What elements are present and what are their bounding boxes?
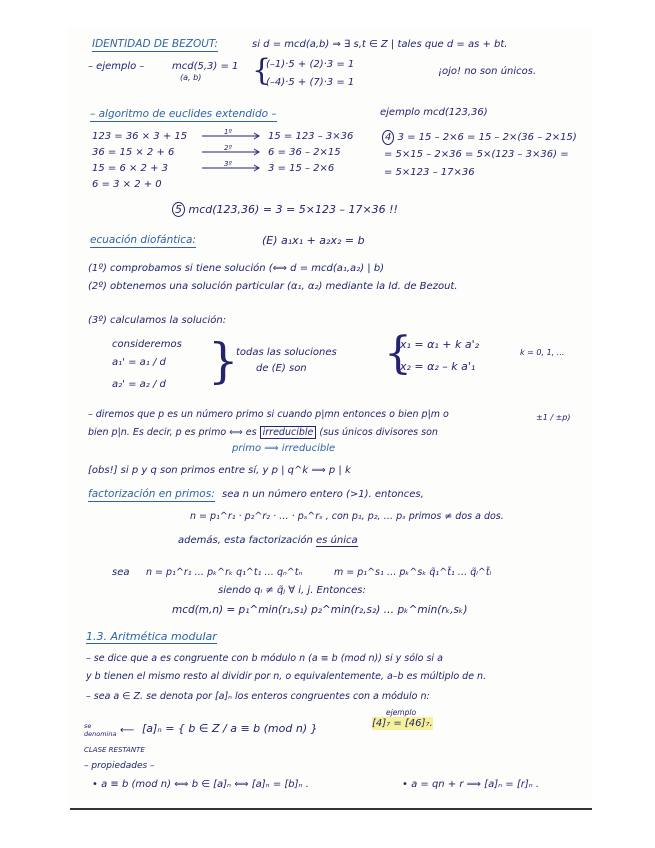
factorizacion-title: factorización en primos: [88,488,215,500]
euclid-residue-2: 6 = 36 – 2×15 [268,147,341,158]
euclid-example-title: ejemplo mcd(123,36) [380,107,488,118]
factorizacion-mcd: mcd(m,n) = p₁^min(r₁,s₁) p₂^min(r₂,s₂) … pₖ^min(rₖ,sₖ) [172,604,468,616]
modular-ejemplo-label: ejemplo [386,708,417,717]
euclid-arrows [200,128,264,178]
bezout-eq2: (–4)·5 + (7)·3 = 1 [266,77,355,88]
bezout-example-sub: (a, b) [180,73,202,82]
prime-def-line2 [88,426,438,439]
bezout-eq1: (–1)·5 + (2)·3 = 1 [266,59,355,70]
diofantica-brace-left: } [208,333,239,389]
factorizacion-formula: n = p₁^r₁ · p₂^r₂ · … · pₛ^rₛ , con p₁, p₂, … pₛ primos ≠ dos a dos. [190,511,504,522]
factorizacion-unique-a: además, esta factorización [178,535,313,546]
modular-props: – propiedades – [84,761,155,771]
euclid-result: mcd(123,36) = 3 = 5×123 – 17×36 !! [188,203,398,216]
modular-title: 1.3. Aritmética modular [86,630,217,643]
euclid-step4-line3: = 5×123 – 17×36 [384,167,475,178]
euclid-division-4: 6 = 3 × 2 + 0 [92,179,162,190]
euclid-division-1: 123 = 36 × 3 + 15 [92,131,188,142]
factorizacion-unique-b: es única [316,535,358,546]
euclid-step-1: 1º [224,128,232,136]
euclid-residue-1: 15 = 123 – 3×36 [268,131,354,142]
euclid-step-2: 2º [224,144,232,152]
modular-ejemplo-expr: [4]₇ = [46]₇. [372,718,433,729]
diofantica-sol2: x₂ = α₂ – k a'₁ [400,360,476,373]
prime-def-2a: bien p|n. Es decir, p es primo ⟺ es [88,427,257,438]
diofantica-equation: (E) a₁x₁ + a₂x₂ = b [262,234,365,247]
diofantica-a1p: a₁' = a₁ / d [112,357,166,368]
diofantica-consider: consideremos [112,339,182,350]
diofantica-a2p: a₂' = a₂ / d [112,379,166,390]
euclid-step4-line2: = 5×15 – 2×36 = 5×(123 – 3×36) = [384,149,569,160]
diofantica-sol1: x₁ = α₁ + k a'₂ [400,338,480,351]
step4-circle: 4 [382,130,394,145]
modular-clase: CLASE RESTANTE [84,746,145,754]
diofantica-step-3: (3º) calculamos la solución: [88,315,227,326]
euclid-division-2: 36 = 15 × 2 + 6 [92,147,175,158]
modular-line1: – se dice que a es congruente con b módulo n (a ≡ b (mod n)) si y sólo si a [86,653,443,664]
prime-divisors: ±1 / ±p) [536,413,571,422]
factorizacion-text: sea n un número entero (>1). entonces, [222,489,424,500]
euclid-result-line [172,202,398,217]
bezout-brace: { [252,53,272,88]
diofantica-title: ecuación diofántica: [90,234,196,246]
factorizacion-siendo: siendo qᵢ ≠ q̃ⱼ ∀ i, j. Entonces: [218,585,366,596]
modular-class-def: [a]ₙ = { b ∈ Z / a ≡ b (mod n) } [142,722,318,735]
diofantica-brace-right: { [384,328,412,379]
prime-def-2b: (sus únicos divisores son [319,427,438,438]
factorizacion-m-expr: m = p₁^s₁ … pₖ^sₖ q̃₁^t̃₁ … q̃ₗ^t̃ₗ [334,567,492,578]
prime-obs: [obs!] si p y q son primos entre sí, y p | q^k ⟹ p | k [88,465,351,476]
factorizacion-n-expr: n = p₁^r₁ … pₖ^rₖ q₁^t₁ … qₙ^tₙ [146,567,303,578]
factorizacion-unique [178,534,358,547]
euclid-step-3: 3º [224,160,232,168]
euclid-residue-3: 3 = 15 – 2×6 [268,163,335,174]
diofantica-step-1: (1º) comprobamos si tiene solución (⟺ d = mcd(a₁,a₂) | b) [88,263,385,274]
diofantica-allsol-1: todas las soluciones [236,347,337,358]
bezout-example-label: – ejemplo – [88,61,145,72]
modular-line3: – sea a ∈ Z. se denota por [a]ₙ los enteros congruentes con a módulo n: [86,691,430,702]
euclid-step4-text1: 3 = 15 – 2×6 = 15 – 2×(36 – 2×15) [397,132,577,143]
modular-arrow: ⟵ [120,725,135,736]
bezout-statement: si d = mcd(a,b) ⇒ ∃ s,t ∈ Z | tales que d = as + bt. [252,39,508,50]
step5-circle: 5 [172,202,185,217]
bezout-note: ¡ojo! no son únicos. [438,66,537,77]
diofantica-k-range: k = 0, 1, ... [520,348,565,357]
page-bottom-edge [70,808,592,810]
modular-se-denomina: se denomina [84,722,117,738]
factorizacion-sea: sea [112,567,130,578]
euclid-step4-line1 [382,130,577,145]
bezout-example-lhs: mcd(5,3) = 1 [172,61,239,72]
euclid-division-3: 15 = 6 × 2 + 3 [92,163,169,174]
prime-def-irreducible: irreducible [260,426,317,439]
modular-prop2: • a = qn + r ⟹ [a]ₙ = [r]ₙ . [402,779,540,790]
prime-def-line1: – diremos que p es un número primo si cuando p|mn entonces o bien p|m o [88,409,449,420]
modular-prop1: • a ≡ b (mod n) ⟺ b ∈ [a]ₙ ⟺ [a]ₙ = [b]ₙ . [92,779,309,790]
diofantica-allsol-2: de (E) son [256,363,307,374]
bezout-title: IDENTIDAD DE BEZOUT: [92,38,218,50]
modular-line2: y b tienen el mismo resto al dividir por n, o equivalentemente, a–b es múltiplo de n. [86,671,487,682]
euclid-title: – algoritmo de euclides extendido – [90,108,277,120]
diofantica-step-2: (2º) obtenemos una solución particular (α₁, α₂) mediante la Id. de Bezout. [88,281,458,292]
prime-def-line3: primo ⟹ irreducible [232,443,336,454]
